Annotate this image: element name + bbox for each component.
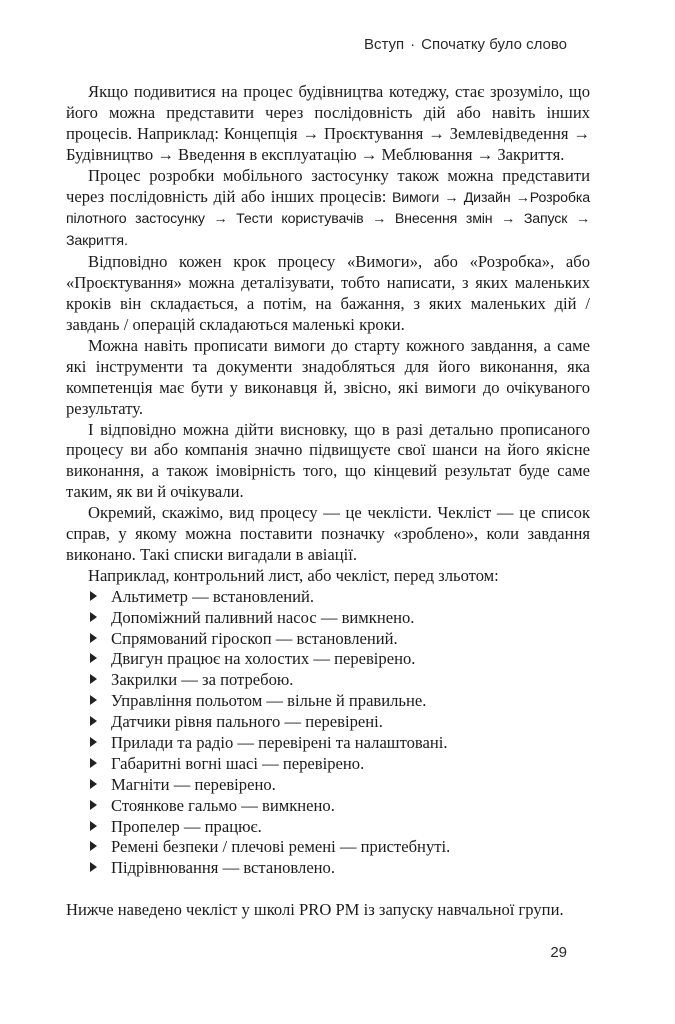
body-text xyxy=(66,82,590,921)
checklist-item xyxy=(90,817,590,838)
paragraph-preflight-intro: Наприклад, контрольний лист, або чекліст, перед зльотом: xyxy=(88,565,499,585)
triangle-right-bullet-icon xyxy=(90,674,97,684)
checklist-item-text: Прилади та радіо — перевірені та налаштовані. xyxy=(111,732,448,752)
checklist-item-text: Підрівнювання — встановлено. xyxy=(111,858,336,878)
checklist-item xyxy=(90,754,590,775)
triangle-right-bullet-icon xyxy=(90,653,97,663)
preflight-checklist xyxy=(66,587,590,879)
checklist-item xyxy=(90,608,590,629)
triangle-right-bullet-icon xyxy=(90,758,97,768)
checklist-item xyxy=(90,733,590,754)
checklist-item xyxy=(90,691,590,712)
checklist-item xyxy=(90,775,590,796)
triangle-right-bullet-icon xyxy=(90,821,97,831)
page-number: 29 xyxy=(550,944,567,961)
checklist-item xyxy=(90,858,590,879)
triangle-right-bullet-icon xyxy=(90,779,97,789)
checklist-item xyxy=(90,649,590,670)
checklist-item-text: Двигун працює на холостих — перевірено. xyxy=(111,649,416,669)
paragraph-closing: Нижче наведено чекліст у школі PRO PM із запуску навчальної групи. xyxy=(66,900,564,920)
running-head-chapter: Спочатку було слово xyxy=(421,36,567,53)
checklist-item-text: Закрилки — за потребою. xyxy=(111,670,294,690)
checklist-item-text: Спрямований гіроскоп — встановлений. xyxy=(111,628,398,648)
checklist-item-text: Стоянкове гальмо — вимкнено. xyxy=(111,795,335,815)
checklist-item-text: Габаритні вогні шасі — перевірено. xyxy=(111,753,365,773)
checklist-item-text: Магніти — перевірено. xyxy=(111,774,276,794)
paragraph-cottage-process: Якщо подивитися на процес будівництва котеджу, стає зрозуміло, що його можна представити через послідовність дій або навіть інших процесів. Наприклад: Концепція → Проєктування → Землевідведення → Будівництво → Введення в експлуатацію → Меблювання → Закриття. xyxy=(66,82,590,164)
checklist-item xyxy=(90,670,590,691)
checklist-item-text: Датчики рівня пального — перевірені. xyxy=(111,712,383,732)
paragraph-detailing-steps: Відповідно кожен крок процесу «Вимоги», або «Розробка», або «Проєктування» можна деталізувати, тобто написати, з яких маленьких кроків він складається, а потім, на бажання, з яких маленьких дій / завдань / операцій складаються маленькі кроки. xyxy=(66,252,590,334)
running-head-section: Вступ xyxy=(363,36,405,53)
checklist-item xyxy=(90,712,590,733)
paragraph-conclusion: І відповідно можна дійти висновку, що в разі детально прописаного процесу ви або компанія значно підвищуєте свої шанси на його якісне виконання, а також імовірність того, що кінцевий результат буде саме таким, як ви й очікували. xyxy=(66,419,590,502)
triangle-right-bullet-icon xyxy=(90,737,97,747)
triangle-right-bullet-icon xyxy=(90,800,97,810)
paragraph-task-requirements: Можна навіть прописати вимоги до старту кожного завдання, а саме які інструменти та документи знадобляться для його виконання, яка компетенція має бути у виконавця й, звісно, які вимоги до очікуваного результату. xyxy=(66,335,590,418)
paragraph-mobile-app-process xyxy=(66,166,590,253)
paragraph-checklists-intro: Окремий, скажімо, вид процесу — це чеклісти. Чекліст — це список справ, у якому можна поставити позначку «зроблено», коли завдання виконано. Такі списки вигадали в авіації. xyxy=(66,503,590,564)
checklist-item xyxy=(90,837,590,858)
checklist-item-text: Альтиметр — встановлений. xyxy=(111,586,314,606)
checklist-item xyxy=(90,796,590,817)
triangle-right-bullet-icon xyxy=(90,716,97,726)
triangle-right-bullet-icon xyxy=(90,841,97,851)
checklist-item-text: Пропелер — працює. xyxy=(111,816,262,836)
running-head xyxy=(364,36,567,53)
checklist-item-text: Допоміжний паливний насос — вимкнено. xyxy=(111,607,415,627)
checklist-item-text: Управління польотом — вільне й правильне. xyxy=(111,691,427,711)
checklist-item xyxy=(90,587,590,608)
paragraph-mobile-app-process-intro: Процес розробки мобільного застосунку також можна представити через послідовність дій або інших процесів: xyxy=(66,165,590,206)
triangle-right-bullet-icon xyxy=(90,862,97,872)
running-head-separator: · xyxy=(410,36,416,53)
checklist-item-text: Ремені безпеки / плечові ремені — пристебнуті. xyxy=(111,837,451,857)
triangle-right-bullet-icon xyxy=(90,591,97,601)
triangle-right-bullet-icon xyxy=(90,695,97,705)
triangle-right-bullet-icon xyxy=(90,633,97,643)
paragraph-mobile-app-process-steps: Вимоги → Дизайн →Розробка пілотного застосунку → Тести користувачів → Внесення змін → Запуск → Закриття. xyxy=(66,189,590,250)
checklist-item xyxy=(90,629,590,650)
triangle-right-bullet-icon xyxy=(90,612,97,622)
